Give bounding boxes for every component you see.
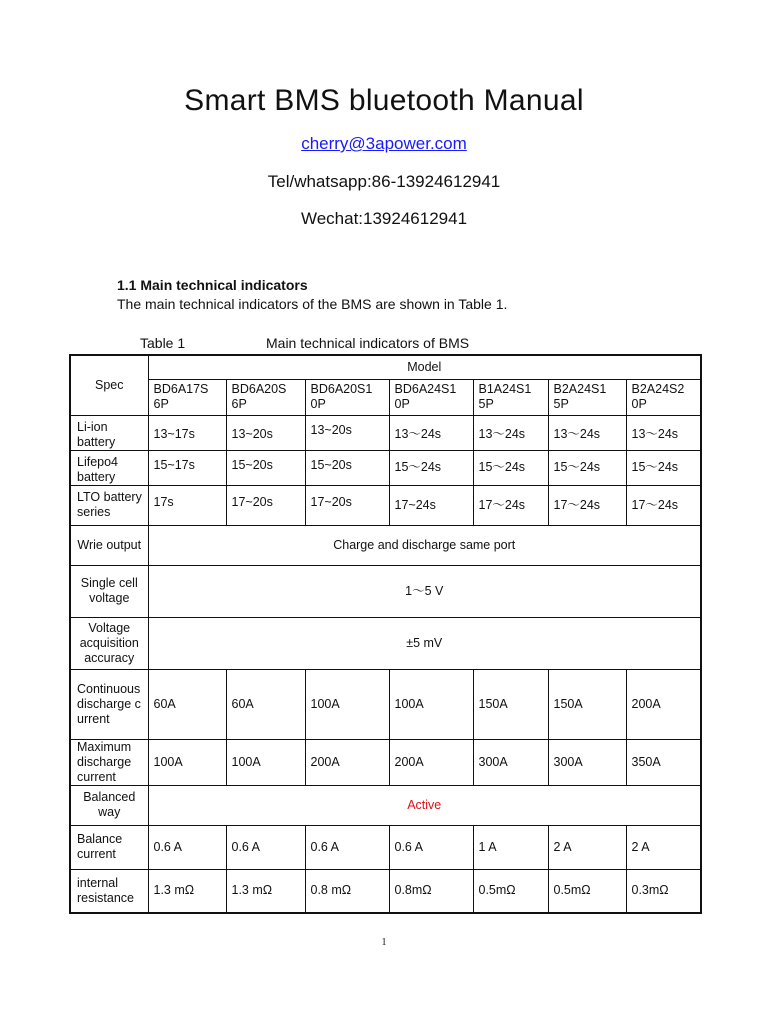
- table-cell: 13～24s: [389, 415, 473, 450]
- table-cell: 100A: [305, 669, 389, 739]
- wechat-line: Wechat:13924612941: [300, 209, 468, 228]
- table-cell: 350A: [626, 739, 701, 785]
- table-cell: 300A: [473, 739, 548, 785]
- table-cell: 13~17s: [148, 415, 226, 450]
- table-cell: 300A: [548, 739, 626, 785]
- table-row-accuracy: [70, 617, 701, 669]
- tel-whatsapp-line: Tel/whatsapp:86-13924612941: [267, 172, 501, 191]
- table-cell: 15～24s: [548, 450, 626, 485]
- table-cell: 60A: [226, 669, 305, 739]
- model-cell: B2A24S2 0P: [626, 379, 701, 415]
- table-cell: 13～24s: [473, 415, 548, 450]
- table-row-wire-output: [70, 525, 701, 565]
- table-cell: 0.6 A: [148, 825, 226, 869]
- table-cell: 1 A: [473, 825, 548, 869]
- merged-value-cell: Charge and discharge same port: [148, 525, 701, 565]
- table-cell: 17s: [148, 485, 226, 525]
- table-cell: 17～24s: [473, 485, 548, 525]
- active-value-cell: Active: [148, 785, 701, 825]
- table-cell: 17～24s: [548, 485, 626, 525]
- section-heading: 1.1 Main technical indicators: [117, 277, 308, 293]
- table-cell: 100A: [148, 739, 226, 785]
- table-cell: 200A: [305, 739, 389, 785]
- table-row-cell-voltage: [70, 565, 701, 617]
- table-cell: 200A: [626, 669, 701, 739]
- table-caption-number: Table 1: [140, 335, 186, 351]
- table-row-liion: [70, 415, 701, 450]
- table-cell: 100A: [226, 739, 305, 785]
- model-header-cell: Model: [148, 355, 701, 379]
- model-cell: BD6A20S1 0P: [305, 379, 389, 415]
- specs-table: [69, 354, 702, 914]
- table-cell: 0.8mΩ: [389, 869, 473, 913]
- row-label: Wrie output: [70, 525, 148, 565]
- table-row-internal-resistance: [70, 869, 701, 913]
- table-cell: 1.3 mΩ: [148, 869, 226, 913]
- table-cell: 150A: [473, 669, 548, 739]
- table-header-row: [70, 355, 701, 379]
- table-cell: 150A: [548, 669, 626, 739]
- table-row-balanced-way: [70, 785, 701, 825]
- row-label: Single cell voltage: [70, 565, 148, 617]
- section-intro-text: The main technical indicators of the BMS are shown in Table 1.: [117, 296, 508, 312]
- table-cell: 0.6 A: [389, 825, 473, 869]
- table-cell: 200A: [389, 739, 473, 785]
- table-cell: 2 A: [626, 825, 701, 869]
- merged-value-cell: 1～5 V: [148, 565, 701, 617]
- table-cell: 15~20s: [226, 450, 305, 485]
- table-cell: 13～24s: [626, 415, 701, 450]
- merged-value-cell: ±5 mV: [148, 617, 701, 669]
- model-cell: BD6A17S 6P: [148, 379, 226, 415]
- table-cell: 0.6 A: [305, 825, 389, 869]
- table-row-maximum-current: [70, 739, 701, 785]
- table-cell: 15～24s: [473, 450, 548, 485]
- row-label: Maximum discharge current: [70, 739, 148, 785]
- row-label: LTO battery series: [70, 485, 148, 525]
- email-link[interactable]: cherry@3apower.com: [301, 134, 467, 153]
- model-names-row: [70, 379, 701, 415]
- table-cell: 2 A: [548, 825, 626, 869]
- row-label: Balanced way: [70, 785, 148, 825]
- table-cell: 13~20s: [226, 415, 305, 450]
- table-row-lifepo4: [70, 450, 701, 485]
- table-cell: 15~20s: [305, 450, 389, 485]
- row-label: Lifepo4 battery: [70, 450, 148, 485]
- page-number: 1: [381, 937, 387, 948]
- table-cell: 15~17s: [148, 450, 226, 485]
- model-cell: BD6A24S1 0P: [389, 379, 473, 415]
- table-cell: 0.5mΩ: [473, 869, 548, 913]
- table-cell: 0.8 mΩ: [305, 869, 389, 913]
- model-cell: B2A24S1 5P: [548, 379, 626, 415]
- table-cell: 1.3 mΩ: [226, 869, 305, 913]
- table-caption-title: Main technical indicators of BMS: [266, 335, 470, 351]
- table-cell: 17~20s: [305, 485, 389, 525]
- row-label: Continuous discharge current: [70, 669, 148, 739]
- spec-header-cell: Spec: [70, 355, 148, 415]
- table-cell: 0.5mΩ: [548, 869, 626, 913]
- model-cell: BD6A20S 6P: [226, 379, 305, 415]
- table-cell: 0.3mΩ: [626, 869, 701, 913]
- table-cell: 13~20s: [305, 415, 389, 450]
- table-row-balance-current: [70, 825, 701, 869]
- table-cell: 15～24s: [626, 450, 701, 485]
- row-label: internal resistance: [70, 869, 148, 913]
- table-row-lto: [70, 485, 701, 525]
- model-cell: B1A24S1 5P: [473, 379, 548, 415]
- table-cell: 17~24s: [389, 485, 473, 525]
- document-title: Smart BMS bluetooth Manual: [184, 84, 584, 117]
- table-cell: 13～24s: [548, 415, 626, 450]
- table-cell: 100A: [389, 669, 473, 739]
- table-row-continuous-current: [70, 669, 701, 739]
- row-label: Li-ion battery: [70, 415, 148, 450]
- row-label: Voltage acquisition accuracy: [70, 617, 148, 669]
- table-cell: 17~20s: [226, 485, 305, 525]
- table-cell: 17～24s: [626, 485, 701, 525]
- row-label: Balance current: [70, 825, 148, 869]
- table-cell: 60A: [148, 669, 226, 739]
- table-cell: 0.6 A: [226, 825, 305, 869]
- table-cell: 15～24s: [389, 450, 473, 485]
